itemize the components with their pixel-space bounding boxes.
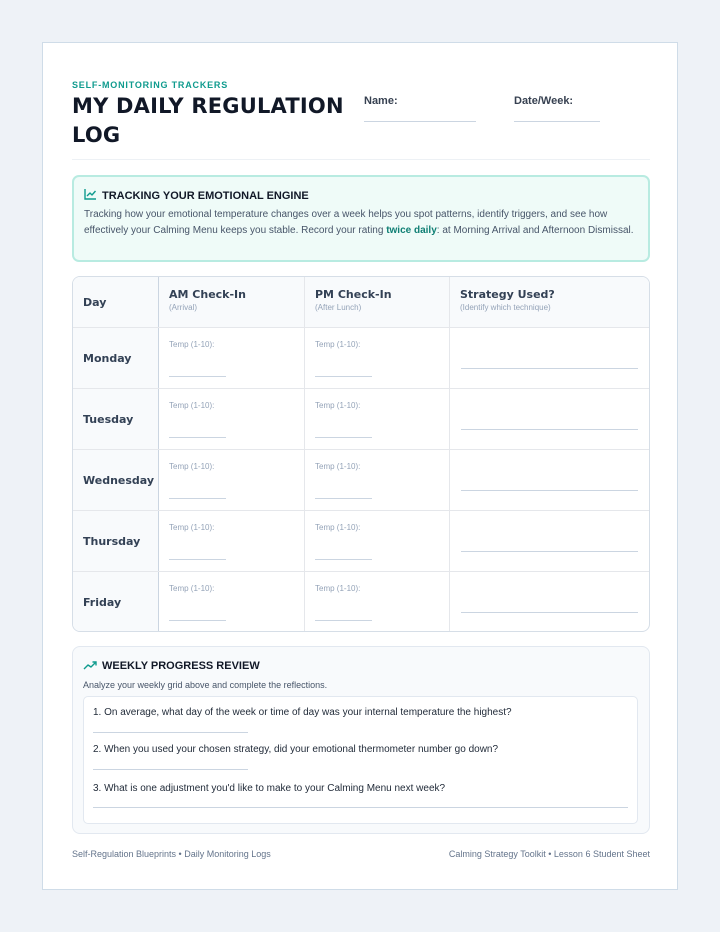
reflection-question-2: 2. When you used your chosen strategy, did your emotional thermometer number go down? (93, 744, 499, 755)
line-chart-icon (84, 187, 97, 205)
reflection-question-1: 1. On average, what day of the week or time of day was your internal temperature the highest? (93, 707, 512, 718)
pm-temp-input[interactable] (315, 437, 372, 438)
info-header (84, 187, 638, 205)
reflection-card (83, 696, 638, 824)
strategy-input[interactable] (461, 490, 638, 491)
eyebrow-label: SELF-MONITORING TRACKERS (72, 80, 229, 90)
info-highlight: twice daily (386, 225, 437, 236)
pm-temp-label: Temp (1-10): (315, 584, 361, 593)
worksheet-page (42, 42, 678, 890)
table-row-tuesday (73, 388, 649, 449)
pm-temp-label: Temp (1-10): (315, 523, 361, 532)
header-am-title: AM Check-In (169, 288, 246, 301)
strategy-input[interactable] (461, 429, 638, 430)
reflection-answer-2[interactable] (93, 769, 248, 770)
am-temp-input[interactable] (169, 376, 226, 377)
header-divider (72, 159, 650, 160)
table-row-wednesday (73, 449, 649, 510)
am-temp-input[interactable] (169, 620, 226, 621)
name-field[interactable] (364, 95, 476, 122)
am-temp-label: Temp (1-10): (169, 462, 215, 471)
am-temp-input[interactable] (169, 498, 226, 499)
review-title: WEEKLY PROGRESS REVIEW (102, 660, 260, 672)
weekly-review-section (72, 646, 650, 834)
am-temp-label: Temp (1-10): (169, 523, 215, 532)
header-pm-title: PM Check-In (315, 288, 392, 301)
pm-temp-label: Temp (1-10): (315, 340, 361, 349)
review-header (83, 657, 639, 675)
footer-right: Calming Strategy Toolkit • Lesson 6 Student Sheet (448, 849, 650, 859)
pm-temp-input[interactable] (315, 376, 372, 377)
header-am (169, 288, 246, 312)
info-text-end: : at Morning Arrival and Afternoon Dismissal. (436, 225, 634, 236)
info-text (84, 207, 638, 239)
date-week-field[interactable] (514, 95, 600, 122)
header-strategy-subtitle: (Identify which technique) (460, 303, 551, 312)
pm-temp-input[interactable] (315, 498, 372, 499)
day-label: Friday (83, 595, 122, 609)
day-label: Thursday (83, 534, 141, 548)
pm-temp-input[interactable] (315, 559, 372, 560)
header-day-title: Day (83, 296, 107, 309)
date-week-label: Date/Week: (514, 95, 574, 107)
reflection-answer-1[interactable] (93, 732, 248, 733)
pm-temp-label: Temp (1-10): (315, 401, 361, 410)
reflection-answer-3[interactable] (93, 807, 628, 808)
info-text-start: Tracking how your emotional temperature changes over a week helps you spot patterns, identify triggers, and see how effectively your Calming Menu keeps you stable. Record your rating (84, 209, 608, 236)
day-label: Tuesday (83, 412, 134, 426)
day-label: Monday (83, 351, 132, 365)
header-strategy (460, 288, 555, 312)
table-row-monday (73, 327, 649, 388)
name-label: Name: (364, 95, 398, 107)
footer-left: Self-Regulation Blueprints • Daily Monitoring Logs (72, 849, 271, 859)
reflection-question-3: 3. What is one adjustment you'd like to make to your Calming Menu next week? (93, 783, 446, 794)
tracking-grid (72, 276, 650, 632)
info-title: TRACKING YOUR EMOTIONAL ENGINE (102, 190, 309, 202)
strategy-input[interactable] (461, 368, 638, 369)
header-strategy-title: Strategy Used? (460, 288, 555, 301)
name-line[interactable] (364, 121, 476, 122)
info-box (72, 175, 650, 262)
trending-up-icon (83, 657, 97, 675)
header-am-subtitle: (Arrival) (169, 303, 197, 312)
day-label: Wednesday (83, 473, 155, 487)
header-pm (315, 288, 392, 312)
review-subtitle: Analyze your weekly grid above and complete the reflections. (83, 680, 328, 690)
table-row-thursday (73, 510, 649, 571)
am-temp-label: Temp (1-10): (169, 584, 215, 593)
pm-temp-label: Temp (1-10): (315, 462, 361, 471)
strategy-input[interactable] (461, 551, 638, 552)
page-title: MY DAILY REGULATION LOG (72, 94, 344, 147)
date-week-line[interactable] (514, 121, 600, 122)
page-footer (72, 849, 650, 859)
header-day (83, 296, 106, 309)
strategy-input[interactable] (461, 612, 638, 613)
am-temp-input[interactable] (169, 437, 226, 438)
pm-temp-input[interactable] (315, 620, 372, 621)
table-row-friday (73, 571, 649, 632)
am-temp-label: Temp (1-10): (169, 340, 215, 349)
header-pm-subtitle: (After Lunch) (315, 303, 362, 312)
am-temp-label: Temp (1-10): (169, 401, 215, 410)
am-temp-input[interactable] (169, 559, 226, 560)
